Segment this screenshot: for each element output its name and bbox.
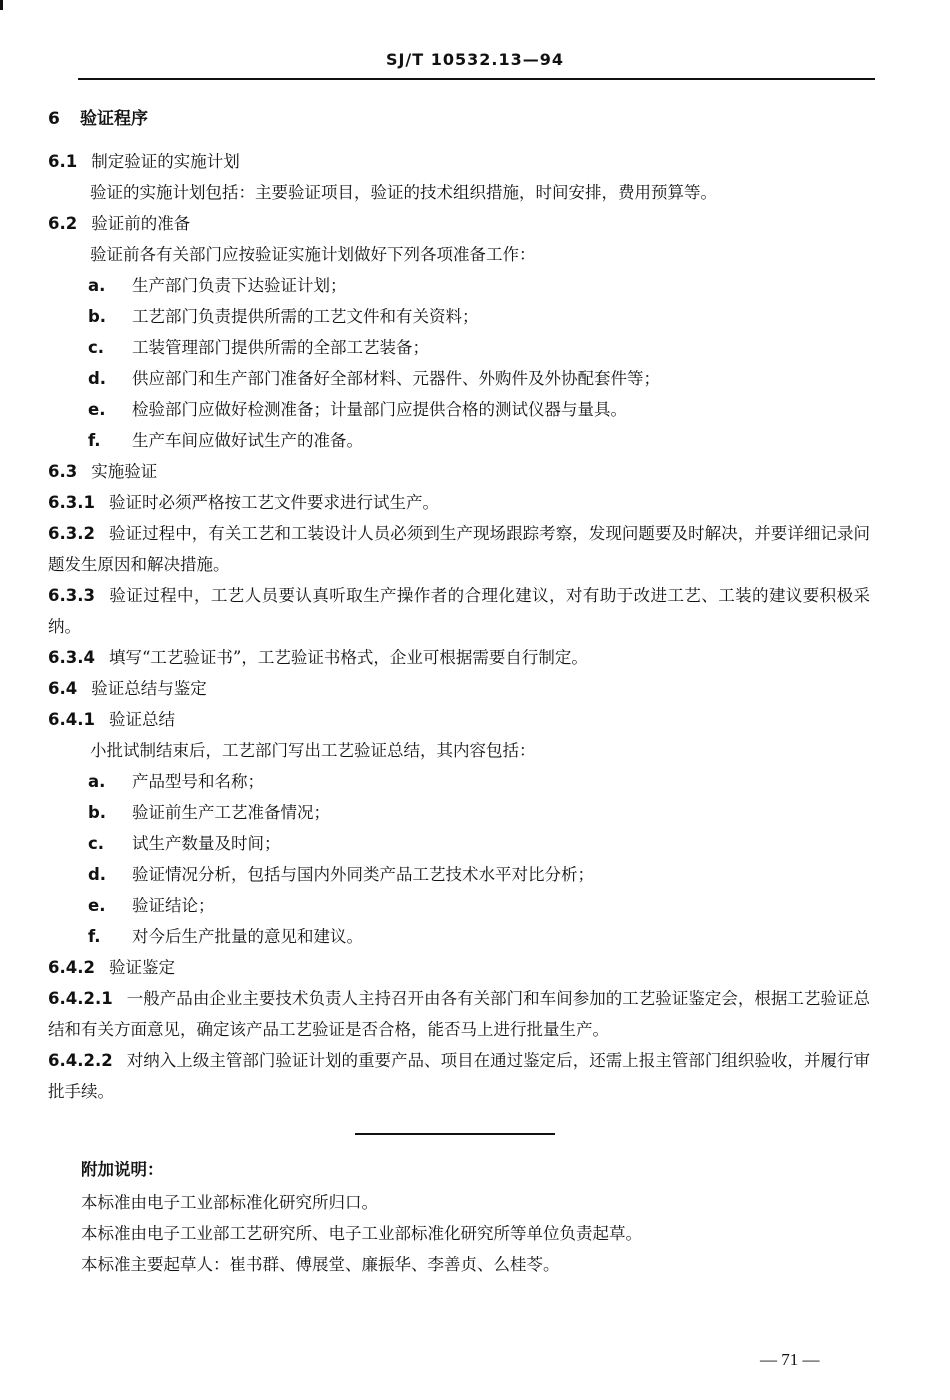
list-text: 检验部门应做好检测准备；计量部门应提供合格的测试仪器与量具。 xyxy=(132,400,627,419)
list-item xyxy=(48,394,870,425)
clause-text: 验证过程中，工艺人员要认真听取生产操作者的合理化建议，对有助于改进工艺、工装的建议要积极采纳。 xyxy=(48,586,870,636)
list-marker: d. xyxy=(88,865,107,884)
list-text: 生产部门负责下达验证计划； xyxy=(132,276,347,295)
section-6-4-1-intro: 小批试制结束后，工艺部门写出工艺验证总结，其内容包括： xyxy=(90,741,536,760)
end-of-text-divider xyxy=(355,1133,555,1135)
note-line: 本标准主要起草人：崔书群、傅展堂、廉振华、李善贞、么桂苓。 xyxy=(81,1255,560,1274)
list-item xyxy=(48,301,870,332)
clause-6-3-1 xyxy=(48,487,870,518)
list-item xyxy=(48,921,870,952)
section-number: 6.3 xyxy=(48,462,78,481)
list-text: 产品型号和名称； xyxy=(132,772,264,791)
list-text: 工装管理部门提供所需的全部工艺装备； xyxy=(132,338,429,357)
header-rule xyxy=(78,78,875,80)
list-marker: e. xyxy=(88,896,106,915)
section-6-1-body: 验证的实施计划包括：主要验证项目，验证的技术组织措施，时间安排，费用预算等。 xyxy=(90,183,717,202)
clause-6-3-2 xyxy=(48,518,870,580)
section-title: 验证鉴定 xyxy=(108,958,175,977)
page-number: — 71 — xyxy=(760,1350,820,1369)
section-6-2-intro: 验证前各有关部门应按验证实施计划做好下列各项准备工作： xyxy=(90,245,536,264)
list-item xyxy=(48,859,870,890)
list-marker: b. xyxy=(88,803,107,822)
section-6-heading xyxy=(48,102,870,146)
section-title: 验证总结 xyxy=(108,710,175,729)
section-title: 制定验证的实施计划 xyxy=(91,152,240,171)
section-6-3-heading xyxy=(48,456,870,487)
section-title: 验证总结与鉴定 xyxy=(91,679,207,698)
clause-number: 6.3.4 xyxy=(48,648,95,667)
section-6-4-heading xyxy=(48,673,870,704)
clause-6-4-2-2 xyxy=(48,1045,870,1107)
list-text: 验证情况分析，包括与国内外同类产品工艺技术水平对比分析； xyxy=(132,865,594,884)
note-line: 本标准由电子工业部工艺研究所、电子工业部标准化研究所等单位负责起草。 xyxy=(81,1224,642,1243)
clause-number: 6.3.1 xyxy=(48,493,95,512)
clause-6-3-3 xyxy=(48,580,870,642)
list-marker: e. xyxy=(88,400,106,419)
clause-number: 6.4.2.1 xyxy=(48,989,113,1008)
document-body xyxy=(48,102,870,1280)
section-6-4-1-heading xyxy=(48,704,870,735)
list-text: 工艺部门负责提供所需的工艺文件和有关资料； xyxy=(132,307,479,326)
list-marker: c. xyxy=(88,338,105,357)
section-6-1-heading xyxy=(48,146,870,177)
list-marker: d. xyxy=(88,369,107,388)
list-item xyxy=(48,797,870,828)
list-text: 供应部门和生产部门准备好全部材料、元器件、外购件及外协配套件等； xyxy=(132,369,660,388)
list-marker: f. xyxy=(88,927,101,946)
section-number: 6.4.2 xyxy=(48,958,95,977)
list-item xyxy=(48,425,870,456)
standard-code-header: SJ/T 10532.13—94 xyxy=(385,50,565,69)
list-text: 验证结论； xyxy=(132,896,215,915)
clause-number: 6.3.3 xyxy=(48,586,95,605)
section-6-title: 验证程序 xyxy=(80,109,148,129)
clause-text: 对纳入上级主管部门验证计划的重要产品、项目在通过鉴定后，还需上报主管部门组织验收，并履行审批手续。 xyxy=(48,1051,870,1101)
section-title: 验证前的准备 xyxy=(91,214,191,233)
list-item xyxy=(48,363,870,394)
section-6-2-heading xyxy=(48,208,870,239)
list-text: 对今后生产批量的意见和建议。 xyxy=(132,927,363,946)
list-marker: c. xyxy=(88,834,105,853)
section-number: 6.1 xyxy=(48,152,78,171)
section-title: 实施验证 xyxy=(91,462,158,481)
clause-text: 一般产品由企业主要技术负责人主持召开由各有关部门和车间参加的工艺验证鉴定会，根据工艺验证总结和有关方面意见，确定该产品工艺验证是否合格，能否马上进行批量生产。 xyxy=(48,989,870,1039)
list-item xyxy=(48,332,870,363)
list-item xyxy=(48,828,870,859)
list-text: 验证前生产工艺准备情况； xyxy=(132,803,330,822)
scan-corner-mark xyxy=(0,0,3,10)
list-marker: a. xyxy=(88,772,106,791)
section-number: 6.4 xyxy=(48,679,78,698)
list-marker: a. xyxy=(88,276,106,295)
list-text: 生产车间应做好试生产的准备。 xyxy=(132,431,363,450)
notes-title: 附加说明： xyxy=(81,1160,164,1179)
list-marker: b. xyxy=(88,307,107,326)
clause-6-4-2-1 xyxy=(48,983,870,1045)
list-item xyxy=(48,766,870,797)
list-marker: f. xyxy=(88,431,101,450)
clause-text: 验证时必须严格按工艺文件要求进行试生产。 xyxy=(108,493,439,512)
section-6-number: 6 xyxy=(48,109,60,129)
clause-number: 6.3.2 xyxy=(48,524,95,543)
section-number: 6.2 xyxy=(48,214,78,233)
section-6-4-2-heading xyxy=(48,952,870,983)
section-number: 6.4.1 xyxy=(48,710,95,729)
list-item xyxy=(48,270,870,301)
additional-notes xyxy=(48,1153,870,1280)
note-line: 本标准由电子工业部标准化研究所归口。 xyxy=(81,1193,378,1212)
list-text: 试生产数量及时间； xyxy=(132,834,281,853)
clause-number: 6.4.2.2 xyxy=(48,1051,113,1070)
list-item xyxy=(48,890,870,921)
clause-text: 验证过程中，有关工艺和工装设计人员必须到生产现场跟踪考察，发现问题要及时解决，并要详细记录问题发生原因和解决措施。 xyxy=(48,524,870,574)
clause-text: 填写“工艺验证书”，工艺验证书格式，企业可根据需要自行制定。 xyxy=(108,648,588,667)
clause-6-3-4 xyxy=(48,642,870,673)
